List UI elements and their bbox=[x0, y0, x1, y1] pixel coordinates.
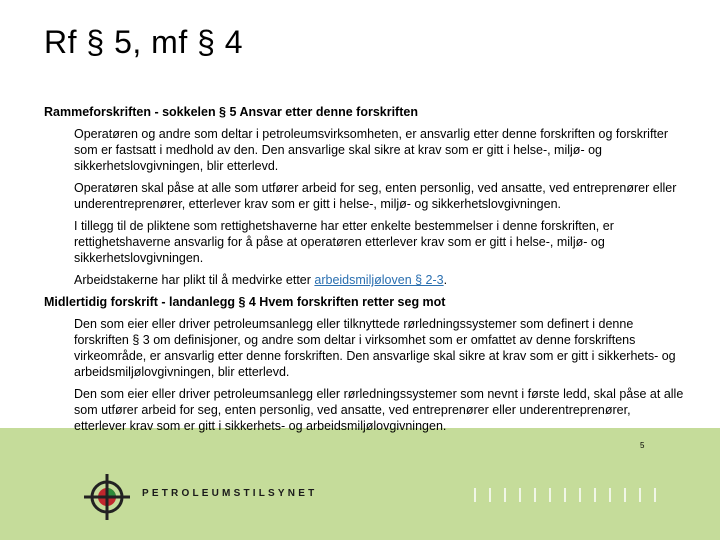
logo-wordmark: PETROLEUMSTILSYNET bbox=[142, 488, 318, 499]
petroleumstilsynet-target-icon bbox=[82, 472, 132, 522]
paragraph-with-link bbox=[74, 272, 684, 288]
slide-title: Rf § 5, mf § 4 bbox=[44, 24, 244, 60]
arbeidsmiljoloven-link[interactable]: arbeidsmiljøloven § 2-3 bbox=[314, 273, 444, 287]
paragraph: Operatøren og andre som deltar i petroleumsvirksomheten, er ansvarlig etter denne forskriften og forskrifter som er fastsatt i medhold av den. Den ansvarlige skal sikre at krav som er gitt i helse-, miljø- og sikkerhetslovgivningen, blir etterlevd. bbox=[74, 127, 669, 173]
page-number: 5 bbox=[640, 441, 645, 450]
paragraph: Den som eier eller driver petroleumsanlegg eller rørledningssystemer som nevnt i første ledd, skal påse at alle som utfører arbeid for seg, enten personlig, ved ansatte, ved entreprenører eller underentreprenører, etterlever krav som er gitt i sikkerhets- og arbeidsmiljølovgivningen. bbox=[74, 387, 684, 433]
slide-content bbox=[44, 104, 684, 440]
paragraph: Den som eier eller driver petroleumsanlegg eller tilknyttede rørledningssystemer som definert i denne forskriften § 3 om definisjoner, og andre som deltar i virksomhet som er omfattet av denne forskriftens virkeområde, er ansvarlig etter denne forskriften. Den ansvarlige skal sikre at krav som er gitt i sikkerhets- og arbeidsmiljølovgivningen, blir etterlevd. bbox=[74, 317, 676, 379]
paragraph-text-end: . bbox=[443, 273, 448, 287]
paragraph-text: Arbeidstakerne har plikt til å medvirke etter bbox=[74, 273, 315, 287]
paragraph: Operatøren skal påse at alle som utfører arbeid for seg, enten personlig, ved ansatte, ved entreprenører eller underentreprenører, etterlever krav som er gitt i helse-, miljø- og sikkerhetslovgivningen. bbox=[74, 181, 677, 211]
section-heading-rammeforskriften: Rammeforskriften - sokkelen § 5 Ansvar etter denne forskriften bbox=[44, 105, 418, 119]
section-heading-midlertidig-forskrift: Midlertidig forskrift - landanlegg § 4 Hvem forskriften retter seg mot bbox=[44, 295, 446, 309]
paragraph: I tillegg til de pliktene som rettighetshaverne har etter enkelte bestemmelser i denne forskriften, er rettighetshaverne ansvarlig for å påse at operatøren etterlever krav som er gitt i helse-, miljø- og sikkerhetslovgivningen. bbox=[74, 219, 614, 265]
decorative-tick-marks bbox=[470, 488, 670, 502]
